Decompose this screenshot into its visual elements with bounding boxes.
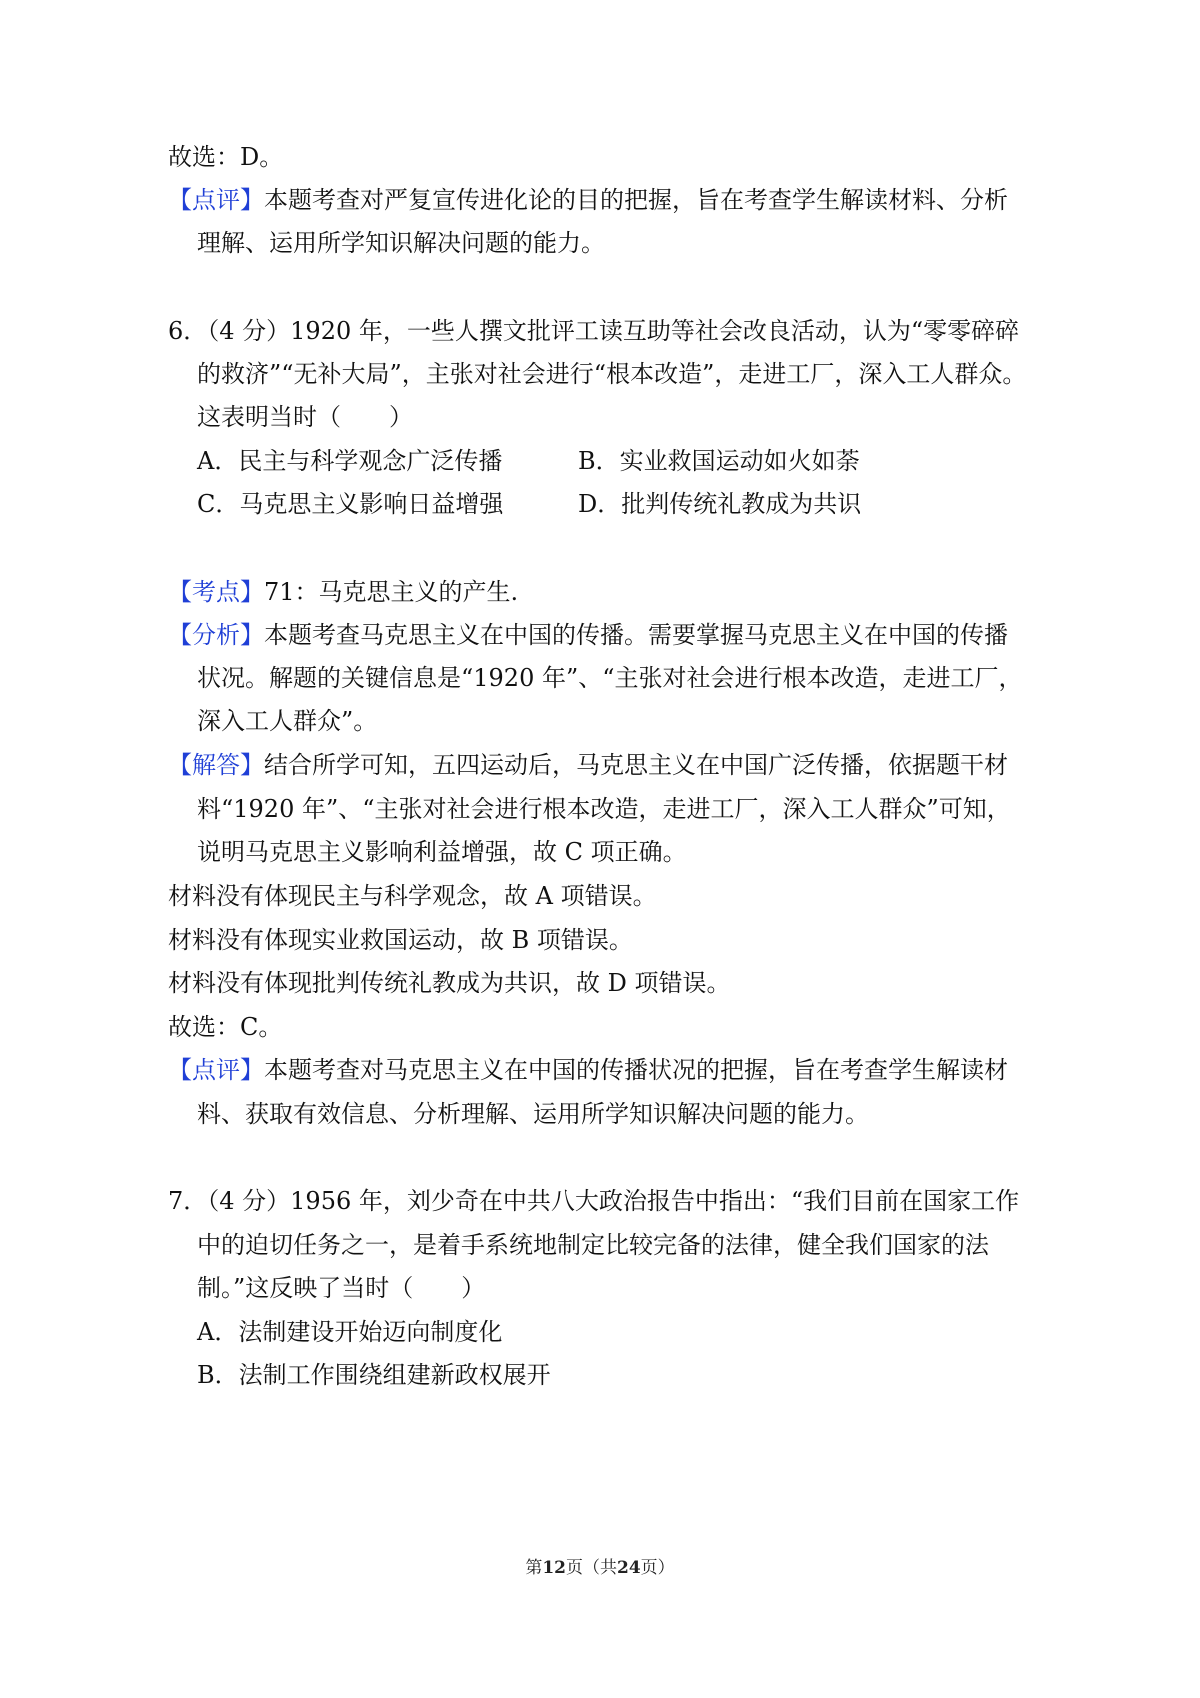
footer-suffix: 页） (640, 1558, 675, 1578)
q6-review-line-2: 料、获取有效信息、分析理解、运用所学知识解决问题的能力。 (197, 1100, 869, 1128)
footer-total-pages: 24 (617, 1558, 641, 1578)
q6-fenxi-line-3: 深入工人群众”。 (197, 707, 378, 735)
q7-option-a: A．法制建设开始迈向制度化 (197, 1318, 503, 1346)
jieda-tag: 【解答】 (168, 751, 264, 779)
q6-stem-line-1: 6．（4 分）1920 年，一些人撰文批评工读互助等社会改良活动，认为“零零碎碎 (168, 317, 1020, 345)
q7-stem-line-2: 中的迫切任务之一，是着手系统地制定比较完备的法律，健全我们国家的法 (197, 1231, 989, 1259)
q7-stem-line-3: 制。”这反映了当时（ ） (197, 1274, 486, 1302)
review-paragraph (168, 185, 1008, 215)
q6-jieda (168, 750, 1008, 780)
footer-page-number: 12 (542, 1558, 566, 1578)
q6-wrong-b: 材料没有体现实业救国运动，故 B 项错误。 (168, 926, 633, 954)
q6-review-tag: 【点评】 (168, 1056, 264, 1084)
kaodian-text: 71：马克思主义的产生. (264, 578, 519, 606)
q6-jieda-line-2: 料“1920 年”、“主张对社会进行根本改造，走进工厂，深入工人群众”可知， (197, 795, 1011, 823)
q6-kaodian (168, 577, 518, 607)
q6-review (168, 1055, 1008, 1085)
q6-jieda-line-3: 说明马克思主义影响利益增强，故 C 项正确。 (197, 838, 687, 866)
review-text-continued: 理解、运用所学知识解决问题的能力。 (197, 229, 605, 257)
q6-option-c: C．马克思主义影响日益增强 (197, 490, 504, 518)
q6-fenxi (168, 620, 1008, 650)
kaodian-tag: 【考点】 (168, 578, 264, 606)
q6-answer-line: 故选：C。 (168, 1013, 283, 1041)
q6-option-d: D．批判传统礼教成为共识 (578, 490, 862, 518)
q6-wrong-a: 材料没有体现民主与科学观念，故 A 项错误。 (168, 882, 657, 910)
q6-stem-line-3: 这表明当时（ ） (197, 403, 413, 431)
q6-option-b: B．实业救国运动如火如荼 (578, 447, 860, 475)
page-footer (0, 1556, 1200, 1580)
q6-stem-line-2: 的救济”“无补大局”，主张对社会进行“根本改造”，走进工厂，深入工人群众。 (197, 360, 1027, 388)
q6-fenxi-line-2: 状况。解题的关键信息是“1920 年”、“主张对社会进行根本改造，走进工厂， (197, 664, 1023, 692)
q6-review-text: 本题考查对马克思主义在中国的传播状况的把握，旨在考查学生解读材 (264, 1056, 1008, 1084)
review-tag: 【点评】 (168, 186, 264, 214)
fenxi-text: 本题考查马克思主义在中国的传播。需要掌握马克思主义在中国的传播 (264, 621, 1008, 649)
review-text: 本题考查对严复宣传进化论的目的把握，旨在考查学生解读材料、分析 (264, 186, 1008, 214)
fenxi-tag: 【分析】 (168, 621, 264, 649)
footer-prefix: 第 (525, 1558, 543, 1578)
q6-option-a: A．民主与科学观念广泛传播 (197, 447, 503, 475)
answer-line: 故选：D。 (168, 143, 284, 171)
q6-wrong-d: 材料没有体现批判传统礼教成为共识，故 D 项错误。 (168, 969, 731, 997)
jieda-text: 结合所学可知，五四运动后，马克思主义在中国广泛传播，依据题干材 (264, 751, 1008, 779)
q7-option-b: B．法制工作围绕组建新政权展开 (197, 1361, 551, 1389)
q7-stem-line-1: 7．（4 分）1956 年，刘少奇在中共八大政治报告中指出：“我们目前在国家工作 (168, 1187, 1020, 1215)
footer-middle: 页（共 (566, 1558, 617, 1578)
